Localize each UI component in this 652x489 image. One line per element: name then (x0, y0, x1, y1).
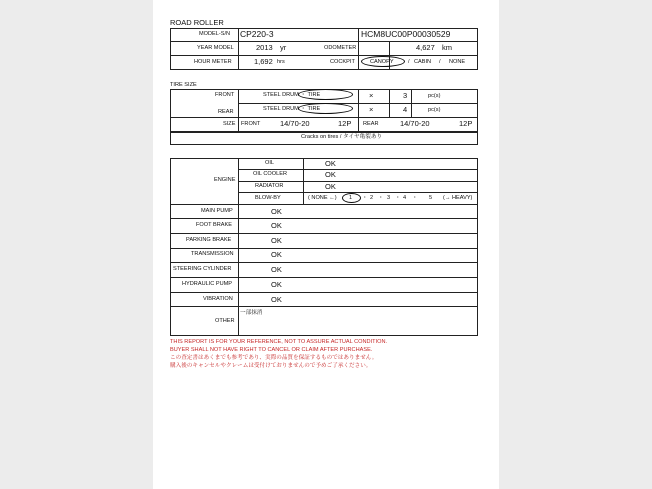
foot-brake-label: FOOT BRAKE (196, 222, 232, 228)
tire-size-rear-label: REAR (363, 121, 379, 127)
tire-front-times: × (369, 91, 374, 100)
report-sheet (153, 0, 499, 489)
steering-cylinder-value: OK (271, 265, 282, 274)
engine-radiator-value: OK (325, 182, 336, 191)
hour-meter-label: HOUR METER (194, 59, 232, 65)
hydraulic-pump-value: OK (271, 280, 282, 289)
other-label: OTHER (215, 318, 235, 324)
other-value: 一部抹消 (240, 310, 263, 316)
engine-blowby-label: BLOW-BY (255, 195, 281, 201)
blowby-selected-circle (342, 193, 361, 203)
year-model-label: YEAR MODEL (197, 45, 234, 51)
year-unit: yr (280, 43, 287, 52)
cockpit-option-cabin: CABIN (414, 59, 432, 65)
vibration-label: VIBRATION (203, 296, 233, 302)
tire-front-type: STEEL DRUM ・ TIRE (263, 92, 321, 98)
blowby-dot-4: ・ (412, 195, 418, 201)
tire-size-front: 14/70-20 (280, 119, 310, 128)
tire-front-label: FRONT (215, 92, 235, 98)
disclaimer-line-2: BUYER SHALL NOT HAVE RIGHT TO CANCEL OR CLAIM AFTER PURCHASE. (170, 347, 373, 353)
parking-brake-value: OK (271, 236, 282, 245)
tire-size-front-ply: 12P (338, 119, 352, 128)
blowby-none-end: ( NONE ←) (308, 195, 337, 201)
cockpit-selected-circle (361, 56, 405, 67)
tire-rear-qty: 4 (403, 105, 408, 114)
inspection-table (170, 158, 478, 336)
blowby-dot-3: ・ (395, 195, 401, 201)
hydraulic-pump-label: HYDRAULIC PUMP (182, 281, 233, 287)
tire-rear-times: × (369, 105, 374, 114)
tire-front-qty: 3 (403, 91, 408, 100)
steering-cylinder-label: STEERING CYLINDER (173, 266, 232, 272)
year-value: 2013 (256, 43, 273, 52)
tire-size-label: TIRE SIZE (170, 82, 197, 88)
vibration-value: OK (271, 295, 282, 304)
rear-tire-selected-circle (298, 103, 353, 114)
odometer-value: 4,627 (416, 43, 435, 52)
front-tire-selected-circle (298, 89, 353, 100)
cockpit-label: COCKPIT (330, 59, 355, 65)
blowby-dot-2: ・ (378, 195, 384, 201)
tire-rear-label: REAR (218, 109, 234, 115)
tire-front-qty-unit: pc(s) (428, 93, 441, 99)
hours-value: 1,692 (254, 57, 273, 66)
disclaimer-line-3: この査定書はあくまでも参考であり、実際の品質を保証するものではありません。 (170, 355, 378, 361)
engine-oil-cooler-value: OK (325, 170, 336, 179)
tire-rear-type: STEEL DRUM ・ TIRE (263, 106, 321, 112)
blowby-level-4: 4 (403, 195, 407, 201)
main-pump-label: MAIN PUMP (201, 208, 233, 214)
main-pump-value: OK (271, 207, 282, 216)
tire-rear-qty-unit: pc(s) (428, 107, 441, 113)
engine-oil-cooler-label: OIL COOLER (253, 171, 287, 177)
parking-brake-label: PARKING BRAKE (186, 237, 232, 243)
blowby-level-5: 5 (429, 195, 433, 201)
serial-value: HCM8UC00P00030529 (361, 29, 451, 39)
tire-note: Cracks on tires / タイヤ亀裂あり (301, 134, 383, 140)
blowby-dot-1: ・ (362, 195, 368, 201)
model-value: CP220-3 (240, 29, 274, 39)
hours-unit: hrs (277, 59, 285, 65)
transmission-value: OK (271, 250, 282, 259)
odometer-label: ODOMETER (324, 45, 357, 51)
disclaimer-line-4: 購入後のキャンセルやクレームは受付けておりませんので予めご了承ください。 (170, 363, 372, 369)
blowby-level-2: 2 (370, 195, 374, 201)
tire-size-rear: 14/70-20 (400, 119, 430, 128)
odometer-unit: km (442, 43, 452, 52)
tire-size-row-label: SIZE (223, 121, 236, 127)
cockpit-sep-2: / (439, 59, 441, 65)
cockpit-sep-1: / (408, 59, 410, 65)
tire-size-front-label: FRONT (241, 121, 261, 127)
model-sn-label: MODEL-S/N (199, 31, 231, 37)
foot-brake-value: OK (271, 221, 282, 230)
engine-oil-label: OIL (265, 160, 275, 166)
cockpit-option-none: NONE (449, 59, 466, 65)
transmission-label: TRANSMISSION (191, 251, 234, 257)
disclaimer-line-1: THIS REPORT IS FOR YOUR REFERENCE, NOT TO ASSURE ACTUAL CONDITION. (170, 339, 388, 345)
blowby-heavy-end: (→ HEAVY) (443, 195, 473, 201)
tire-size-rear-ply: 12P (459, 119, 473, 128)
report-title: ROAD ROLLER (170, 18, 224, 27)
engine-oil-value: OK (325, 159, 336, 168)
engine-label: ENGINE (214, 177, 236, 183)
cockpit-option-canopy: CANOPY (370, 59, 394, 65)
engine-radiator-label: RADIATOR (255, 183, 284, 189)
blowby-level-3: 3 (387, 195, 391, 201)
blowby-level-1: 1 (349, 195, 353, 201)
